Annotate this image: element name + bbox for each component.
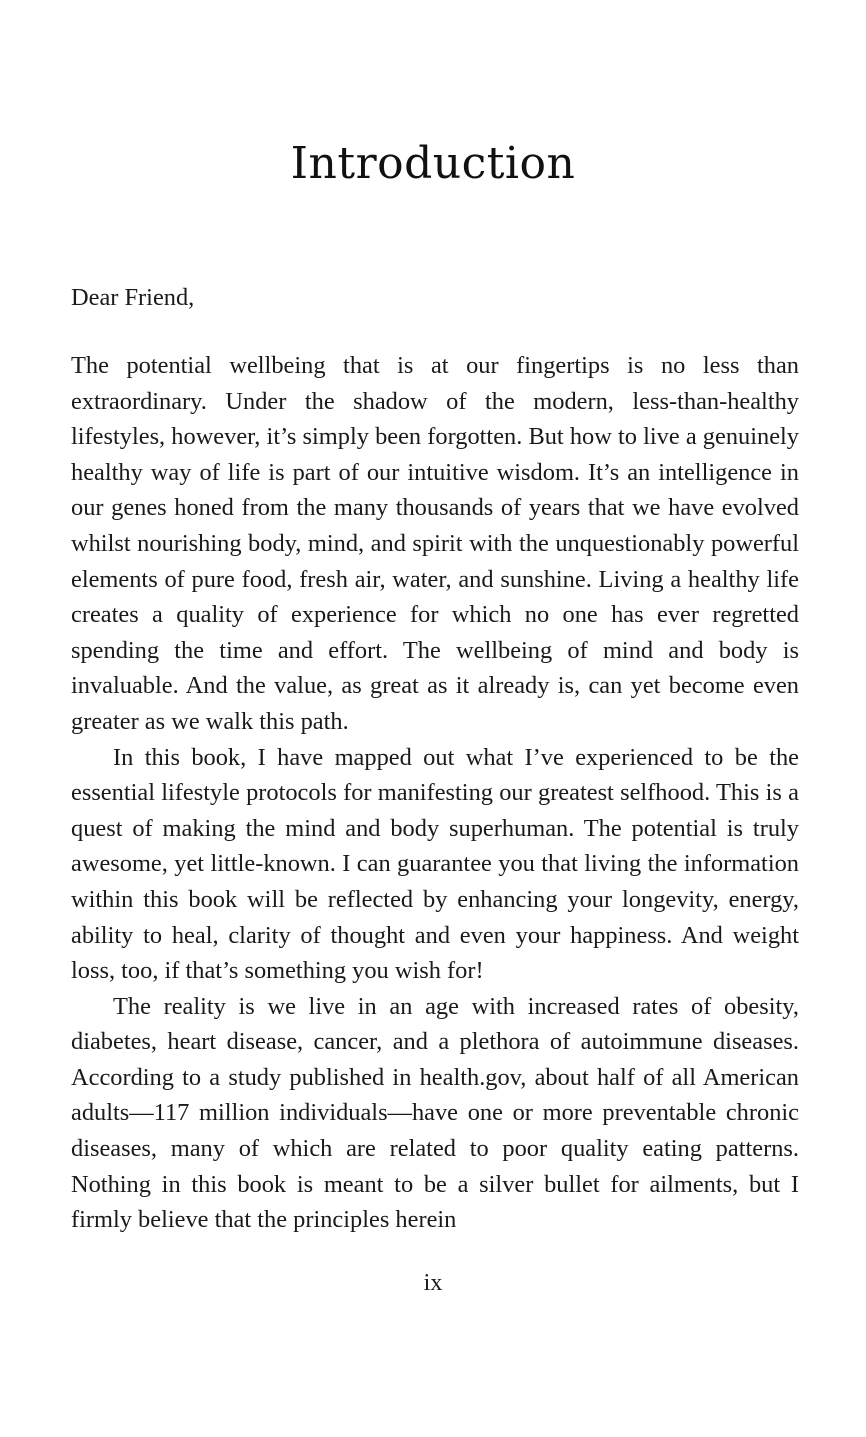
body-text: [71, 348, 799, 1238]
chapter-title: Introduction: [290, 138, 576, 189]
salutation: Dear Friend,: [71, 284, 195, 311]
paragraph-2: In this book, I have mapped out what I’ve experienced to be the essential lifestyle protocols for manifesting our greatest selfhood. This is a quest of making the mind and body superhuman. The potential is truly awesome, yet little-known. I can guarantee you that living the information within this book will be reflected by enhancing your longevity, energy, ability to heal, clarity of thought and even your happiness. And weight loss, too, if that’s something you wish for!: [71, 743, 799, 985]
paragraph-1: The potential wellbeing that is at our fingertips is no less than extraordinary. Under the shadow of the modern, less-than-healthy lifestyles, however, it’s simply been forgotten. But how to live a genuinely healthy way of life is part of our intuitive wisdom. It’s an intelligence in our genes honed from the many thousands of years that we have evolved whilst nourishing body, mind, and spirit with the unquestionably powerful elements of pure food, fresh air, water, and sunshine. Living a healthy life creates a quality of experience for which no one has ever regretted spending the time and effort. The wellbeing of mind and body is invaluable. And the value, as great as it already is, can yet become even greater as we walk this path.: [71, 352, 799, 735]
page-number: ix: [423, 1270, 443, 1296]
paragraph-3: The reality is we live in an age with increased rates of obesity, diabetes, heart disease, cancer, and a plethora of autoimmune diseases. According to a study published in health.gov, about half of all American adults—117 million individuals—have one or more preventable chronic diseases, many of which are related to poor quality eating patterns. Nothing in this book is meant to be a silver bullet for ailments, but I firmly believe that the principles herein: [71, 992, 799, 1234]
